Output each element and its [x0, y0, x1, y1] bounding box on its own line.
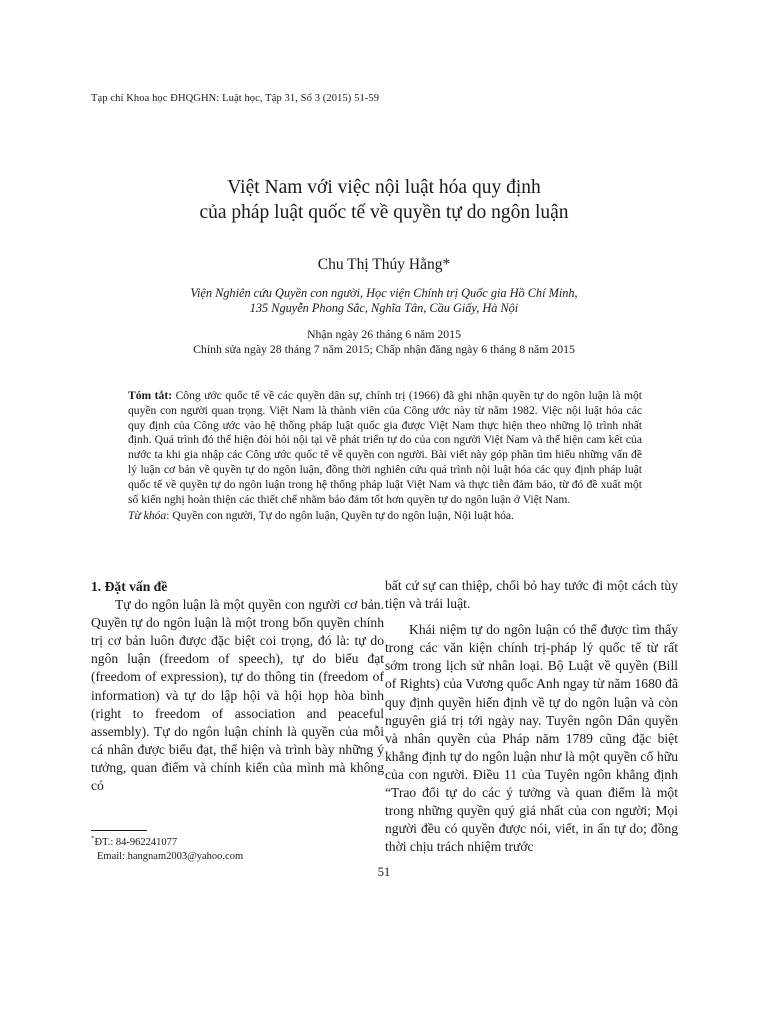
received-date: Nhận ngày 26 tháng 6 năm 2015 [307, 327, 461, 341]
keywords [128, 509, 642, 524]
author-name: Chu Thị Thúy Hằng* [317, 256, 451, 273]
right-column [385, 577, 678, 856]
running-header: Tạp chí Khoa học ĐHQGHN: Luật học, Tập 31, Số 3 (2015) 51-59 [91, 93, 380, 104]
left-column [91, 578, 384, 795]
title-line-2: của pháp luật quốc tế về quyền tự do ngôn luận [199, 202, 569, 223]
page-number: 51 [377, 865, 391, 879]
title-line-1: Việt Nam với việc nội luật hóa quy định [227, 177, 541, 198]
affiliation-line-1: Viện Nghiên cứu Quyền con người, Học viện Chính trị Quốc gia Hồ Chí Minh, [190, 286, 578, 300]
affiliation-line-2: 135 Nguyễn Phong Sắc, Nghĩa Tân, Cầu Giấy, Hà Nội [249, 301, 519, 315]
author-footnote [91, 836, 243, 864]
author-affiliation [0, 286, 768, 316]
footnote-email: Email: hangnam2003@yahoo.com [97, 851, 244, 862]
abstract [128, 389, 642, 524]
keywords-label: Từ khóa [128, 509, 167, 523]
footnote-marker: * [91, 834, 95, 843]
abstract-text: Công ước quốc tế về các quyền dân sự, chính trị (1966) đã ghi nhận quyền tự do ngôn luận là một quyền con người quan trọng. Việt Nam là thành viên của Công ước này từ năm 1982. Việc nội luật hóa các quy định của Công ước vào hệ thống pháp luật quốc gia được Việt Nam thực hiện theo những lộ trình nhất định. Quá trình đó thể hiện đòi hỏi nội tại về phát triển tự do của con người Việt Nam và thể hiện cam kết của nước ta khi gia nhập các Công ước quốc tế về quyền con người. Bài viết này góp phần tìm hiểu những vấn đề lý luận cơ bản về quyền tự do ngôn luận, đồng thời nghiên cứu quá trình nội luật hóa các quy định pháp luật quốc tế về quyền tự do ngôn luận trong hệ thống pháp luật Việt Nam và thực tiễn đảm bảo, từ đó đề xuất một số kiến nghị hoàn thiện các thiết chế nhằm bảo đảm tốt hơn quyền tự do ngôn luận ở Việt Nam. [128, 389, 643, 506]
footnote-phone: ĐT.: 84-962241077 [94, 837, 178, 848]
article-dates [0, 327, 768, 357]
paragraph-2: Khái niệm tự do ngôn luận có thể được tìm thấy trong các văn kiện chính trị-pháp lý quốc tế từ rất sớm trong lịch sử nhân loại. Bộ Luật về quyền (Bill of Rights) của Vương quốc Anh ngay từ năm 1680 đã quy định quyền hiến định về tự do ngôn luận và còn nguyên giá trị tới ngày nay. Tuyên ngôn Dân quyền và nhân quyền của Pháp năm 1789 cũng đặc biệt khẳng định tự do ngôn luận như là một quyền cố hữu của con người. Điều 11 của Tuyên ngôn khẳng định “Trao đổi tự do các ý tưởng và quan điểm là một trong những quyền quý giá nhất của con người; Mọi người đều có quyền được nói, viết, in ấn tự do; đồng thời chịu trách nhiệm trước [385, 622, 678, 855]
section-heading: 1. Đặt vấn đề [91, 579, 168, 594]
keywords-text: : Quyền con người, Tự do ngôn luận, Quyền tự do ngôn luận, Nội luật hóa. [166, 509, 514, 523]
footnote-divider [91, 830, 147, 831]
article-title [0, 175, 768, 225]
abstract-body [128, 389, 642, 507]
paragraph-1-continued: bất cứ sự can thiệp, chối bỏ hay tước đi một cách tùy tiện và trái luật. [385, 578, 678, 612]
footnote-phone-line [91, 836, 243, 850]
paragraph-1: Tự do ngôn luận là một quyền con người cơ bản. Quyền tự do ngôn luận là một trong bốn quyền chính trị cơ bản luôn được đặc biệt coi trọng, đó là: tự do ngôn luận (freedom of speech), tự do biểu đạt (freedom of expression), tự do thông tin (freedom of information) và tự do lập hội và hội họp hòa bình (right to freedom of association and peaceful assembly). Tự do ngôn luận chính là quyền của mỗi cá nhân được biểu đạt, thể hiện và trình bày những ý tưởng, quan điểm và chính kiến của mình mà không có [91, 597, 384, 794]
abstract-label: Tóm tắt: [128, 389, 173, 402]
revised-accepted-date: Chỉnh sửa ngày 28 tháng 7 năm 2015; Chấp nhận đăng ngày 6 tháng 8 năm 2015 [193, 342, 575, 356]
